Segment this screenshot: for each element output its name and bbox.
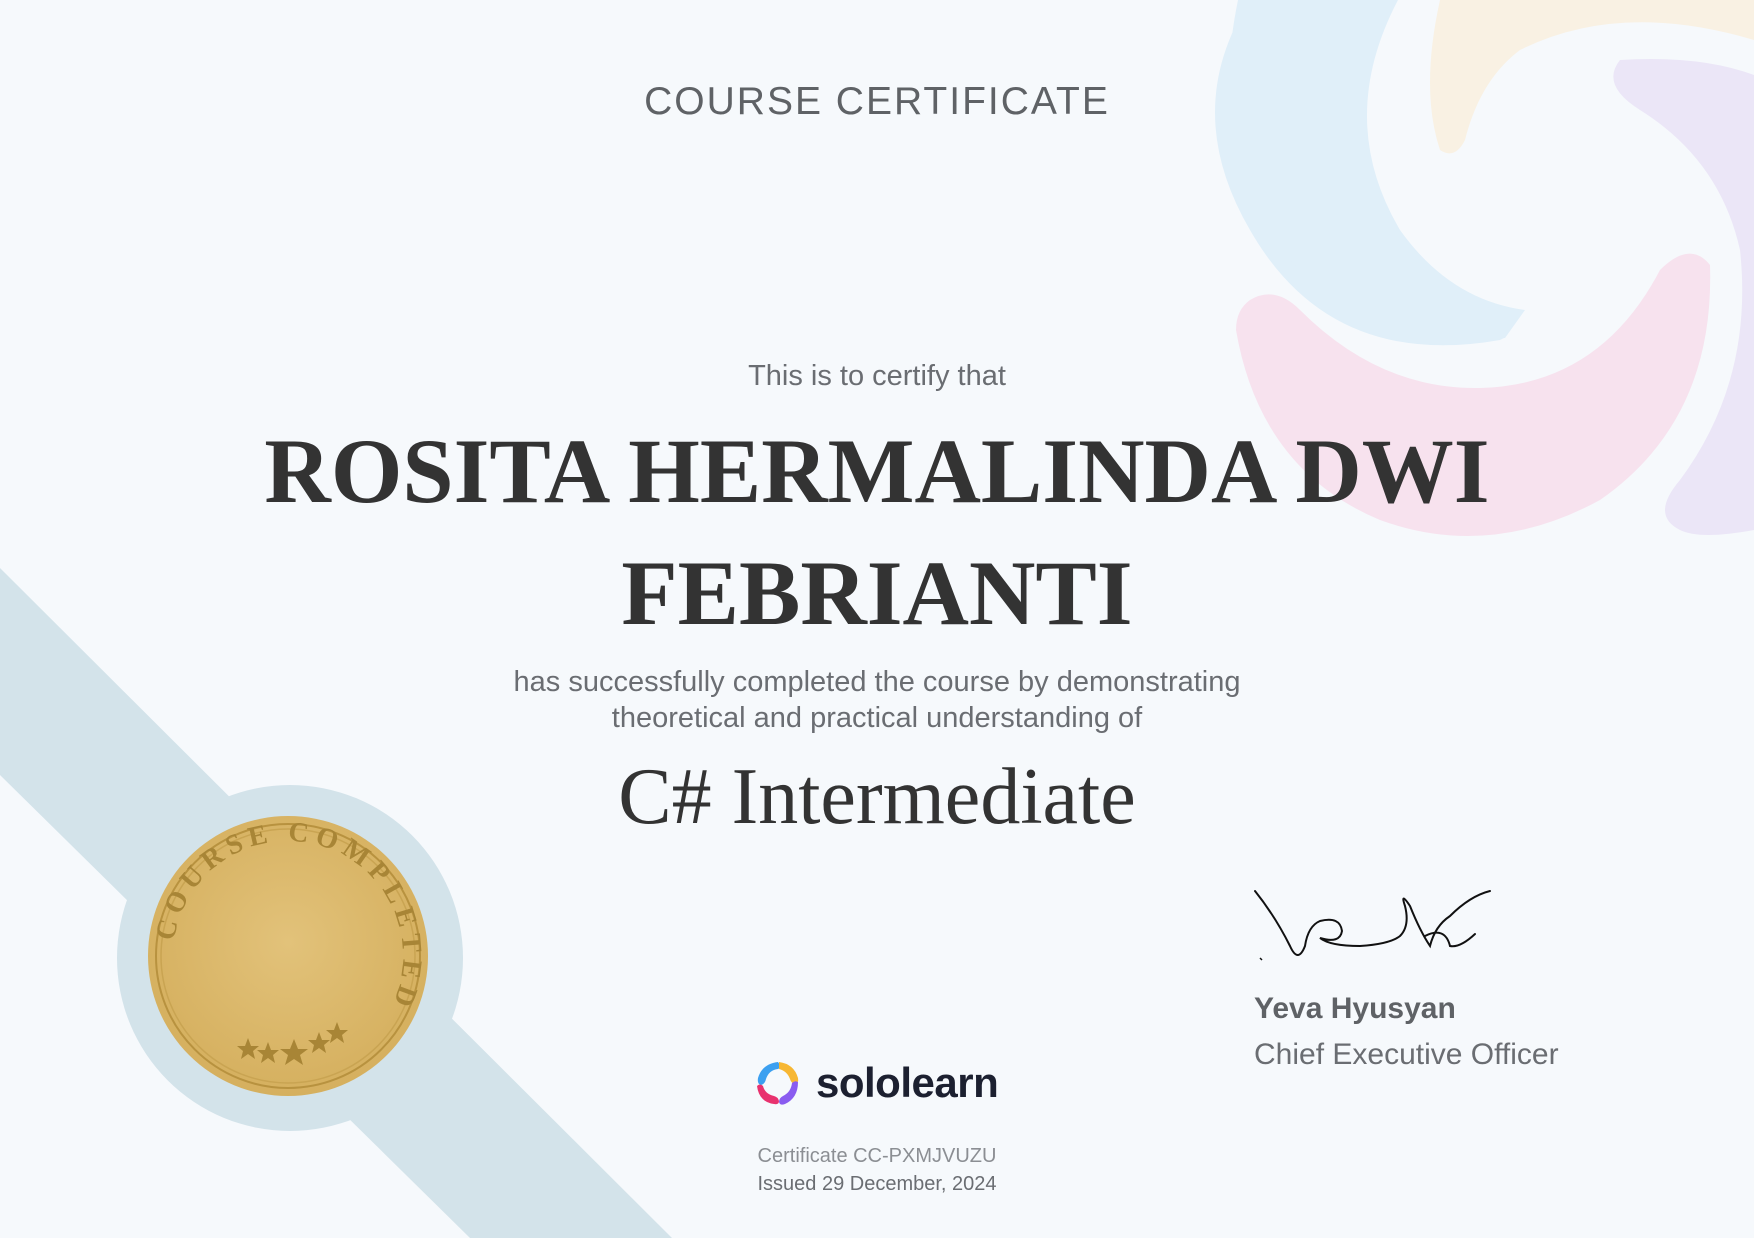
recipient-name-line1: ROSITA HERMALINDA DWI (264, 420, 1490, 522)
signature-image (1250, 876, 1500, 976)
certificate-id: Certificate CC-PXMJVUZU (757, 1145, 997, 1167)
certificate-heading: COURSE CERTIFICATE (644, 80, 1110, 123)
signatory-title: Chief Executive Officer (1254, 1038, 1559, 1071)
description-line1: has successfully completed the course by demonstrating (513, 666, 1241, 698)
logo-swirl-blue (758, 1062, 780, 1085)
sololearn-logo-icon (752, 1058, 802, 1108)
intro-text: This is to certify that (748, 360, 1006, 392)
signatory-name: Yeva Hyusyan (1254, 992, 1456, 1025)
logo-swirl-yellow (779, 1062, 798, 1084)
seal-arc-text: COURSE COMPLETED (149, 816, 428, 1017)
brand-name: sololearn (816, 1059, 999, 1106)
issue-date: Issued 29 December, 2024 (757, 1173, 997, 1195)
signature-dot (1260, 958, 1262, 960)
course-name: C# Intermediate (618, 753, 1136, 841)
completion-description (0, 664, 1754, 736)
signature-stroke (1255, 891, 1490, 955)
course-completed-seal (118, 786, 458, 1126)
description-line2: theoretical and practical understanding of (611, 702, 1143, 734)
recipient-name-line2: FEBRIANTI (621, 542, 1133, 644)
sololearn-logo (752, 1058, 998, 1108)
logo-swirl-pink (757, 1085, 779, 1105)
logo-swirl-purple (779, 1081, 798, 1104)
recipient-name (160, 410, 1594, 654)
